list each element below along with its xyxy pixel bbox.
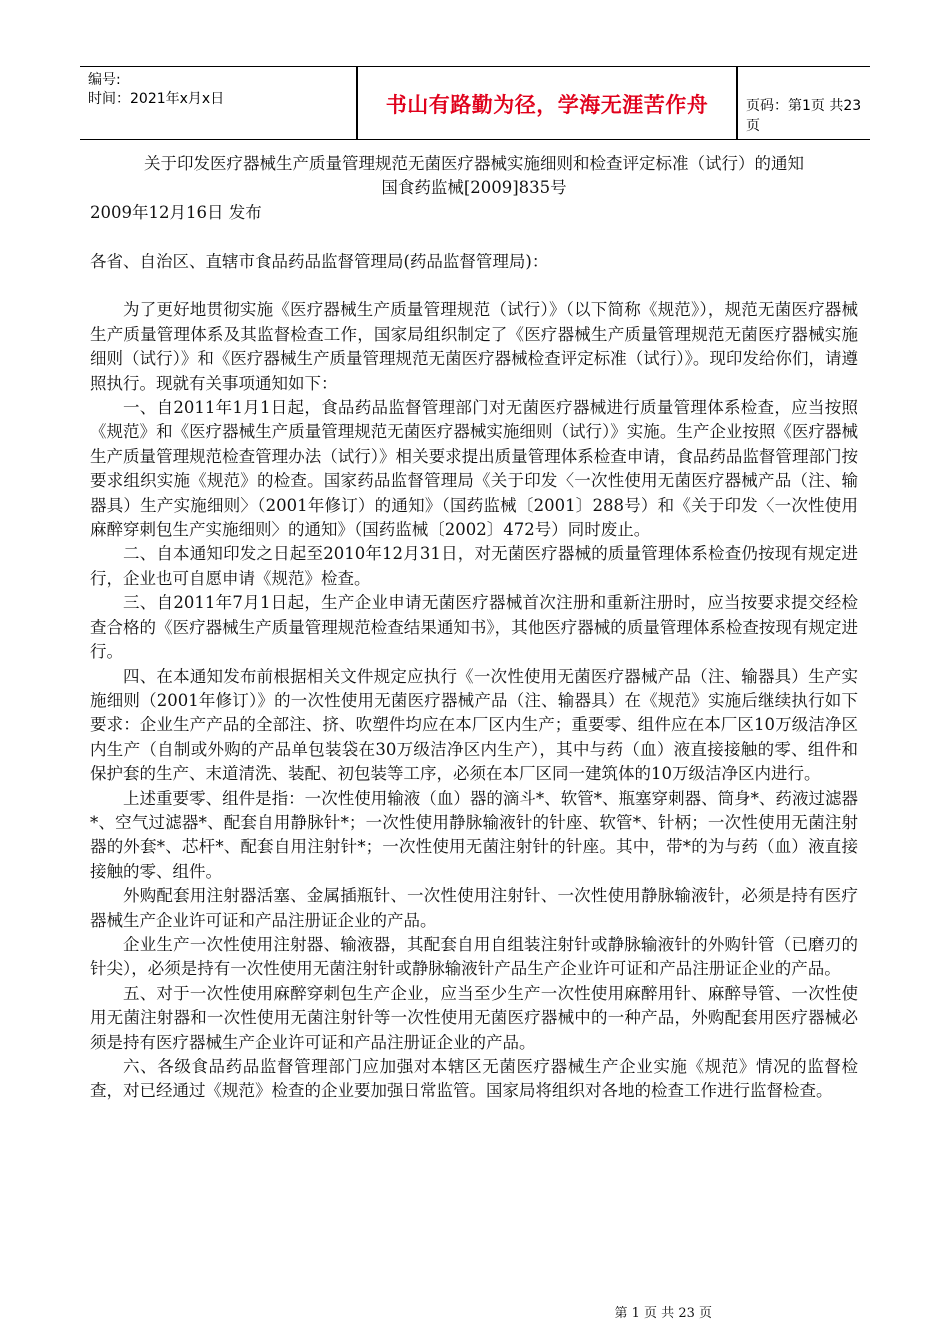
publish-date: 2009年12月16日 发布 (90, 202, 262, 222)
footer-page-number: 第 1 页 共 23 页 (614, 1306, 712, 1321)
paragraph: 四、在本通知发布前根据相关文件规定应执行《一次性使用无菌医疗器械产品（注、输器具）生产实施细则（2001年修订）》的一次性使用无菌医疗器械产品（注、输器具）在《规范》实施后继续执行如下要求：企业生产产品的全部注、挤、吹塑件均应在本厂区内生产；重要零、组件应在本厂区10万级洁净区内生产（自制或外购的产品单包装袋在30万级洁净区内生产），其中与药（血）液直接接触的零、组件和保护套的生产、末道清洗、装配、初包装等工序，必须在本厂区同一建筑体的10万级洁净区内进行。 (90, 666, 858, 784)
number-label: 编号: (88, 72, 121, 88)
paragraph: 五、对于一次性使用麻醉穿刺包生产企业，应当至少生产一次性使用麻醉用针、麻醉导管、一次性使用无菌注射器和一次性使用无菌注射针等一次性使用无菌医疗器械中的一种产品，外购配套用医疗器械必须是持有医疗器械生产企业许可证和产品注册证企业的产品。 (90, 983, 858, 1052)
document-title: 关于印发医疗器械生产质量管理规范无菌医疗器械实施细则和检查评定标准（试行）的通知 (144, 154, 804, 173)
paragraph: 外购配套用注射器活塞、金属插瓶针、一次性使用注射针、一次性使用静脉输液针，必须是持有医疗器械生产企业许可证和产品注册证企业的产品。 (90, 886, 858, 930)
paragraph: 六、各级食品药品监督管理部门应加强对本辖区无菌医疗器械生产企业实施《规范》情况的监督检查，对已经通过《规范》检查的企业要加强日常监管。国家局将组织对各地的检查工作进行监督检查。 (90, 1057, 858, 1101)
paragraph: 一、自2011年1月1日起，食品药品监督管理部门对无菌医疗器械进行质量管理体系检查，应当按照《规范》和《医疗器械生产质量管理规范无菌医疗器械实施细则（试行）》实施。生产企业按照《医疗器械生产质量管理规范检查管理办法（试行）》相关要求提出质量管理体系检查申请，食品药品监督管理部门按要求组织实施《规范》的检查。国家药品监督管理局《关于印发〈一次性使用无菌医疗器械产品（注、输器具）生产实施细则〉（2001年修订）的通知》（国药监械〔2001〕288号）和《关于印发〈一次性使用麻醉穿刺包生产实施细则〉的通知》（国药监械〔2002〕472号）同时废止。 (90, 398, 858, 540)
header-divider (736, 67, 738, 139)
paragraph: 三、自2011年7月1日起，生产企业申请无菌医疗器械首次注册和重新注册时，应当按要求提交经检查合格的《医疗器械生产质量管理规范检查结果通知书》，其他医疗器械的质量管理体系检查按现有规定进行。 (90, 593, 858, 662)
page-label: 页码：第1页 共23页 (746, 98, 862, 134)
page-footer (0, 1302, 950, 1321)
paragraph: 二、自本通知印发之日起至2010年12月31日，对无菌医疗器械的质量管理体系检查仍按现有规定进行，企业也可自愿申请《规范》检查。 (90, 544, 858, 588)
document-body (90, 152, 858, 1104)
salutation: 各省、自治区、直辖市食品药品监督管理局(药品监督管理局)： (90, 251, 549, 271)
paragraph: 为了更好地贯彻实施《医疗器械生产质量管理规范（试行）》（以下简称《规范》），规范无菌医疗器械生产质量管理体系及其监督检查工作，国家局组织制定了《医疗器械生产质量管理规范无菌医疗器械实施细则（试行）》和《医疗器械生产质量管理规范无菌医疗器械检查评定标准（试行）》。现印发给你们，请遵照执行。现就有关事项通知如下： (90, 300, 858, 393)
date-label: 时间：2021年x月x日 (88, 91, 225, 107)
paragraph: 企业生产一次性使用注射器、输液器，其配套自用自组装注射针或静脉输液针的外购针管（已磨刃的针尖），必须是持有一次性使用无菌注射针或静脉输液针产品生产企业许可证和产品注册证企业的产品。 (90, 934, 858, 979)
paragraph: 上述重要零、组件是指：一次性使用输液（血）器的滴斗*、软管*、瓶塞穿刺器、筒身*、药液过滤器*、空气过滤器*、配套自用静脉针*；一次性使用静脉输液针的针座、软管*、针柄；一次性使用无菌注射器的外套*、芯杆*、配套自用注射针*；一次性使用无菌注射针的针座。其中，带*的为与药（血）液直接接触的零、组件。 (90, 788, 858, 881)
header-slogan: 书山有路勤为径，学海无涯苦作舟 (385, 93, 709, 117)
header-meta (88, 71, 288, 109)
header-table (80, 66, 870, 140)
document-number: 国食药监械[2009]835号 (381, 178, 567, 198)
